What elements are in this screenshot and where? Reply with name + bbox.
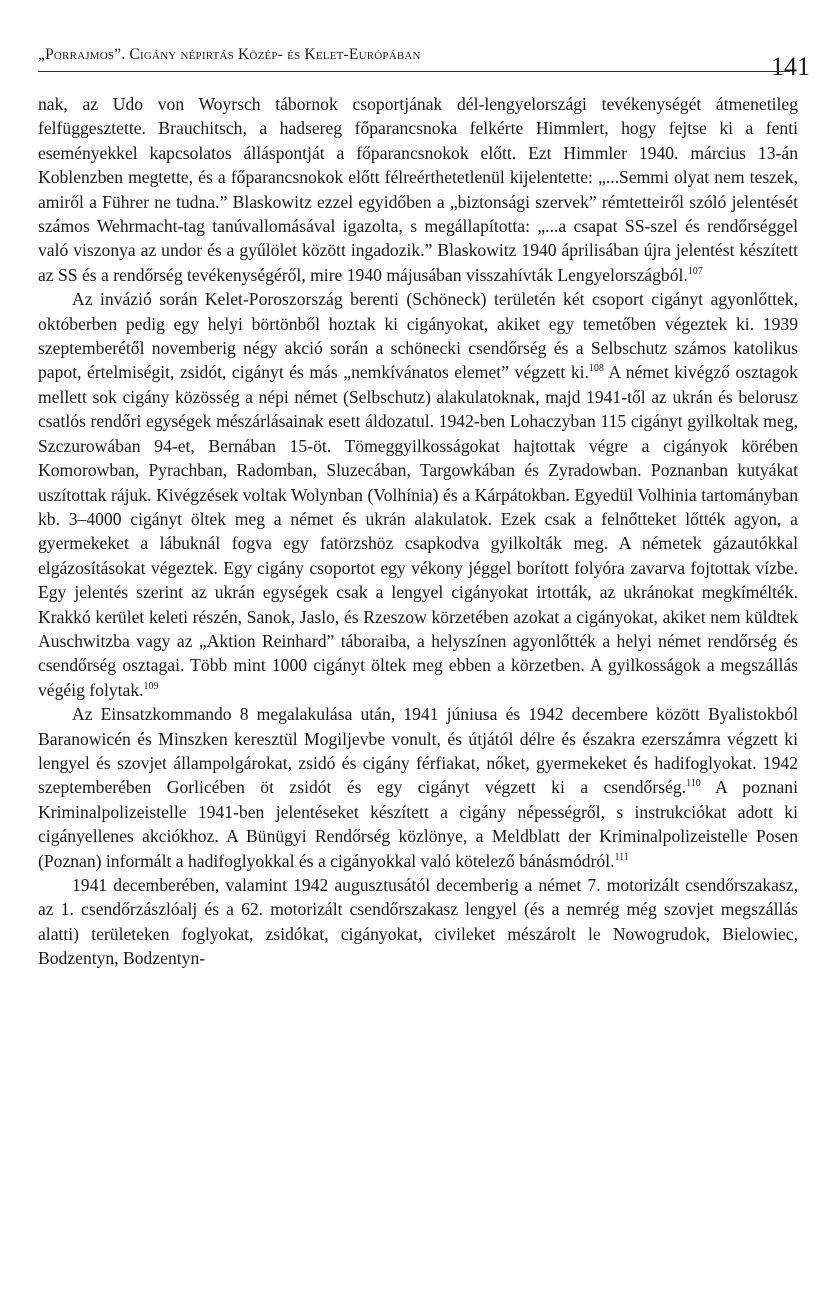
book-page	[38, 38, 810, 971]
footnote-ref-111: 111	[614, 851, 629, 863]
footnote-ref-109: 109	[143, 680, 159, 692]
paragraph-1	[38, 92, 798, 287]
paragraph-4	[38, 873, 798, 971]
paragraph-2-text-a: Az invázió során Kelet-Poroszország berenti (Schöneck) területén két csoport cigányt agyonlőttek, októberben pedig egy helyi börtönből hoztak ki cigányokat, akiket egy temetőben végeztek ki. 1939 szeptemberétől novemberig négy akció során a schönecki csendőrség és a Selbschutz számos katolikus papot, értelmiségit, zsidót, cigányt és más „nemkívánatos elemet” végzett ki.	[38, 289, 798, 383]
paragraph-3	[38, 702, 798, 873]
paragraph-2	[38, 287, 798, 702]
paragraph-1-text: nak, az Udo von Woyrsch tábornok csoportjának dél-lengyelországi tevékenységét átmenetileg felfüggesztette. Brauchitsch, a hadsereg főparancsnoka felkérte Himmlert, hogy fejtse ki a fenti eseményekkel kapcsolatos álláspontját a főparancsnokok előtt. Ezt Himmler 1940. március 13-án Koblenzben megtette, és a főparancsnokok előtt félreérthetetlenül kijelentette: „...Semmi olyat nem teszek, amiről a Führer ne tudna.” Blaskowitz ezzel egyidőben a „biztonsági szervek” rémtetteiről szóló jelentését számos Wehrmacht-tag tanúvallomásával igazolta, s megállapította: „...a csapat SS-szel és rendőrséggel való viszonya az undor és a gyűlölet között ingadozik.” Blaskowitz 1940 áprilisában újra jelentést készített az SS és a rendőrség tevékenységéről, mire 1940 májusában visszahívták Lengyelországból.	[38, 94, 798, 285]
paragraph-3-text-b: A poznani Kriminalpolizeistelle 1941-ben jelentéseket készített a cigány népességről, s instrukciókat adott ki cigányellenes akciókhoz. A Bünügyi Rendőrség közlönye, a Meldblatt der Kriminalpolizeistelle Posen (Poznan) informált a hadifoglyokkal és a cigányokkal való kötelező bánásmódról.	[38, 777, 798, 871]
running-title: „Porrajmos”. Cigány népirtás Közép- és Kelet-Európában	[38, 46, 421, 63]
body-text	[38, 92, 798, 971]
paragraph-2-text-b: A német kivégző osztagok mellett sok cigány közösség a népi német (Selbschutz) alakulatoknak, majd 1941-től az ukrán és belorusz csatlós rendőri egységek mészárlásainak esett áldozatul. 1942-ben Lohaczyban 115 cigányt gyilkoltak meg, Szczurowában 94-et, Bernában 15-öt. Tömeggyilkosságokat hajtottak végre a cigányok körében Komorowban, Pyrachban, Radomban, Sluzecában, Targowkában és Zyradowban. Poznanban kutyákat uszítottak rájuk. Kivégzések voltak Wolynban (Volhínia) és a Kárpátokban. Egyedül Volhinia tartományban kb. 3–4000 cigányt öltek meg a német és ukrán alakulatok. Ezek csak a felnőtteket lőtték agyon, a gyermekeket a lábuknál fogva egy fatörzshöz csapkodva gyilkolták meg. A németek gázautókkal elgázosításokat végeztek. Egy cigány csoportot egy vékony jéggel borított folyóra zavarva fojtottak vízbe. Egy jelentés szerint az ukrán egységek csak a lengyel cigányokat irtották, az ukránokat megkímélték. Krakkó kerület keleti részén, Sanok, Jaslo, és Rzeszow körzetében azokat a cigányokat, akiket nem küldtek Auschwitzba vagy az „Aktion Reinhard” táboraiba, a helyszínen agyonlőtték a helyi német rendőrség és csendőrség osztagai. Több mint 1000 cigányt öltek meg ebben a körzetben. A gyilkosságok a megszállás végéig folytak.	[38, 362, 798, 700]
page-number: 141	[771, 52, 810, 81]
paragraph-4-text: 1941 decemberében, valamint 1942 augusztusától decemberig a német 7. motorizált csendőrszakasz, az 1. csendőrzászlóalj és a 62. motorizált csendőrszakasz lengyel (és a nemrég még szovjet megszállás alatti) területeken foglyokat, zsidókat, cigányokat, civileket mészárolt le Nowogrudok, Bielowiec, Bodzentyn, Bodzentyn-	[38, 875, 798, 969]
footnote-ref-108: 108	[588, 363, 604, 375]
footnote-ref-110: 110	[686, 778, 701, 790]
page-header	[38, 38, 810, 81]
footnote-ref-107: 107	[687, 265, 703, 277]
header-rule	[38, 71, 790, 72]
paragraph-3-text-a: Az Einsatzkommando 8 megalakulása után, 1941 júniusa és 1942 decembere között Byalistokból Baranowicén és Minszken keresztül Mogiljevbe vonult, és útjától délre és északra ezerszámra végzett ki lengyel és szovjet állampolgárokat, zsidó és cigány férfiakat, nőket, gyermekeket és hadifoglyokat. 1942 szeptemberében Gorlicében öt zsidót és egy cigányt végzett ki a csendőrség.	[38, 704, 798, 798]
